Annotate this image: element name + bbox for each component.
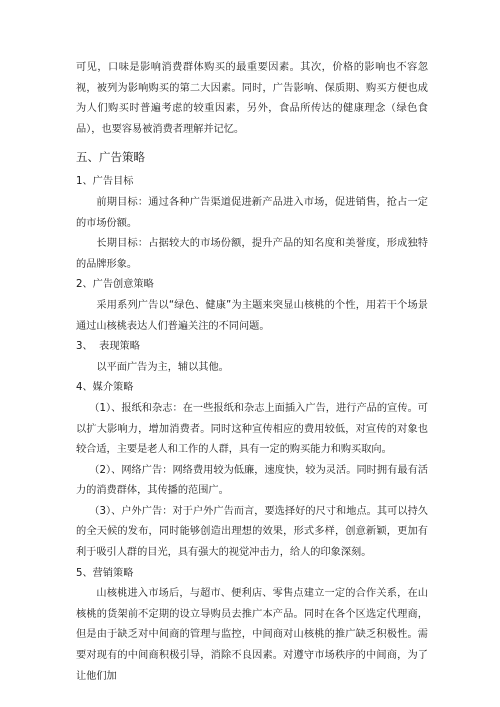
intro-paragraph: 可见，口味是影响消费群体购买的最重要因素。其次，价格的影响也不容忽视，被列为影响购买的第二大因素。同时，广告影响、保质期、购买方便也成为人们购买时普遍考虑的较重因素，另外，食品所传达的健康理念（绿色食品），也要容易被消费者理解并记忆。 <box>76 62 428 135</box>
paragraph-marketing-strategy: 山核桃进入市场后，与超市、便利店、零售点建立一定的合作关系，在山核桃的货架前不定期的设立导购员去推广本产品。同时在各个区选定代理商，但是由于缺乏对中间商的管理与监控，中间商对山核桃的推广缺乏积极性。需要对现有的中间商积极引导，消除不良因素。对遵守市场秩序的中间商，为了让他们加 <box>76 588 428 682</box>
paragraph-short-term-goal: 前期目标：通过各种广告渠道促进新产品进入市场，促进销售，抢占一定的市场份额。 <box>76 196 428 229</box>
heading-media-strategy: 4、媒介策略 <box>76 382 134 394</box>
document-page <box>76 58 428 687</box>
heading-ad-goal: 1、广告目标 <box>76 176 134 188</box>
heading-creative-strategy: 2、广告创意策略 <box>76 279 154 291</box>
section-title-ad-strategy: 五、广告策略 <box>76 150 145 165</box>
paragraph-long-term-goal: 长期目标：占据较大的市场份额，提升产品的知名度和美誉度，形成独特的品牌形象。 <box>76 238 428 270</box>
paragraph-media-online: （2）、网络广告：网络费用较为低廉，速度快，较为灵活。同时拥有最有活力的消费群体，其传播的范围广。 <box>76 464 428 497</box>
paragraph-media-outdoor: （3）、户外广告：对于户外广告而言，要选择好的尺寸和地点。其可以持久的全天候的发布，同时能够创造出理想的效果，形式多样，创意新颖，更加有利于吸引人群的目光，具有强大的视觉冲击力，给人的印象深刻。 <box>76 505 428 559</box>
heading-marketing-strategy: 5、营销策略 <box>76 567 134 579</box>
paragraph-expression-strategy: 以平面广告为主，辅以其他。 <box>96 361 229 373</box>
heading-expression-strategy: 3、 表现策略 <box>76 341 140 353</box>
paragraph-media-print: （1）、报纸和杂志：在一些报纸和杂志上面插入广告，进行产品的宣传。可以扩大影响力，增加消费者。同时这种宣传相应的费用较低，对宣传的对象也较合适，主要是老人和工作的人群，具有一定的购买能力和购买取向。 <box>76 402 428 456</box>
paragraph-creative-strategy: 采用系列广告以“绿色、健康”为主题来突显山核桃的个性，用若干个场景通过山核桃表达人们普遍关注的不同问题。 <box>76 299 428 332</box>
